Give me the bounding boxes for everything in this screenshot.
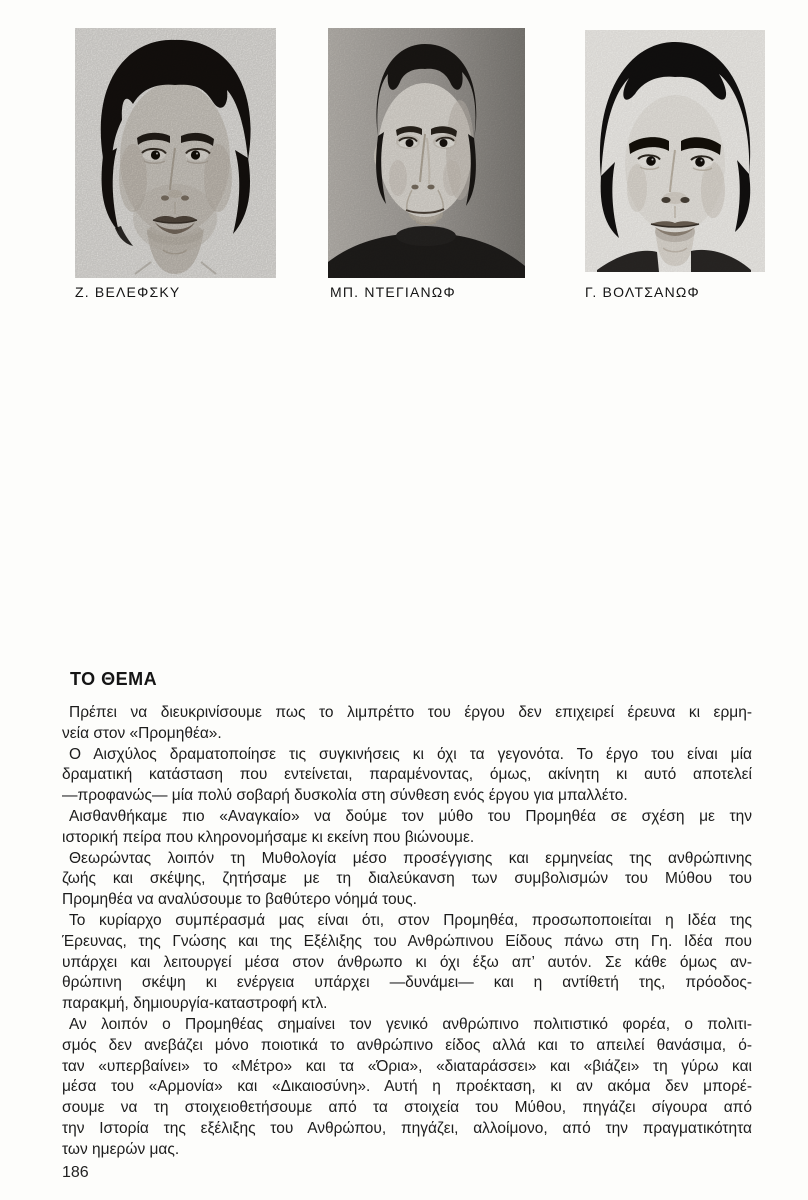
text-line: ιστορική πείρα που κληρονομήσαμε κι εκείνη που βιώνουμε. [62, 828, 475, 846]
paragraph-5 [62, 911, 752, 1015]
paragraph-6 [62, 1015, 752, 1161]
text-line: —προφανώς— μία πολύ σοβαρή δυσκολία στη σύνθεση ενός έργου για μπαλλέτο. [62, 787, 628, 805]
photo-caption-2: ΜΠ. ΝΤΕΓΙΑΝΩΦ [330, 284, 456, 300]
portrait-photo-3 [585, 30, 765, 272]
text-line: σουμε να τη στοιχειοθετήσουμε από τα στοιχεία του Μύθου, πηγάζει σίγουρα από [62, 1099, 752, 1117]
text-line: Ο Αισχύλος δραματοποίησε τις συγκινήσεις κι όχι τα γεγονότα. Το έργο του είναι μία [69, 745, 752, 763]
paragraph-1 [62, 703, 752, 745]
page-number: 186 [62, 1164, 89, 1181]
text-line: ζωής και σκέψης, ζητήσαμε με τη διαλεύκανση των συμβολισμών του Μύθου του [62, 870, 752, 888]
text-line: θρώπινη σκέψη κι ενέργεια υπάρχει —δυνάμει— και η αντίθετή της, πρόοδος- [62, 974, 752, 992]
photo-caption-3: Γ. ΒΟΛΤΣΑΝΩΦ [585, 284, 700, 300]
text-line: Θεωρώντας λοιπόν τη Μυθολογία μέσο προσέγγισης και ερμηνείας της ανθρώπινης [69, 849, 752, 867]
portrait-photo-1-art [75, 28, 276, 278]
text-line: Προμηθέα να αναλύσουμε το βαθύτερο νόημά τους. [62, 891, 417, 909]
portrait-photo-2-art [328, 28, 525, 278]
paragraph-4 [62, 849, 752, 911]
text-line: Αν λοιπόν ο Προμηθέας σημαίνει τον γενικό ανθρώπινο πολιτιστικό φορέα, ο πολιτι- [69, 1015, 752, 1033]
text-line: υπάρχει και λειτουργεί μέσα στον άνθρωπο κι όχι έξω απ’ αυτόν. Σε κάθε όμως αν- [62, 953, 752, 971]
section-heading: ΤΟ ΘΕΜΑ [70, 669, 158, 689]
paragraph-2 [62, 745, 752, 807]
article-body [62, 669, 752, 1161]
photo-caption-1: Ζ. ΒΕΛΕΦΣΚΥ [75, 284, 181, 300]
text-line: σμός δεν ανεβάζει μόνο ποιοτικά το ανθρώπινο είδος αλλά και το απειλεί θανάσιμα, ό- [62, 1036, 752, 1054]
text-line: ταν «υπερβαίνει» το «Μέτρο» και τα «Όρια», «διαταράσσει» και «βιάζει» τη γύρω και [62, 1057, 752, 1075]
paragraph-3 [62, 807, 752, 849]
portrait-photo-3-art [585, 30, 765, 272]
text-line: των ημερών μας. [62, 1140, 180, 1158]
text-line: νεία στον «Προμηθέα». [62, 724, 222, 742]
portrait-photo-2 [328, 28, 525, 278]
text-line: Έρευνας, της Γνώσης και της Εξέλιξης του Ανθρώπινου Είδους πάνω στη Γη. Ιδέα που [62, 932, 752, 950]
text-line: την Ιστορία της εξέλιξης του Ανθρώπου, πηγάζει, αλλοίμονο, από την πραγματικότητα [62, 1119, 752, 1137]
portrait-photo-1 [75, 28, 276, 278]
text-line: Αισθανθήκαμε πιο «Αναγκαίο» να δούμε τον μύθο του Προμηθέα σε σχέση με την [69, 807, 752, 825]
text-line: Το κυρίαρχο συμπέρασμά μας είναι ότι, στον Προμηθέα, προσωποποιείται η Ιδέα της [69, 911, 752, 929]
text-line: δραματική κατάσταση που εντείνεται, παραμένοντας, όμως, ακίνητη κι αυτό αποτελεί [62, 766, 752, 784]
text-line: μέσα του «Αρμονία» και «Δικαιοσύνη». Αυτή η προέκταση, κι αν ακόμα δεν μπορέ- [62, 1078, 752, 1096]
text-line: παρακμή, δημιουργία-καταστροφή κτλ. [62, 995, 328, 1013]
text-line: Πρέπει να διευκρινίσουμε πως το λιμπρέττο του έργου δεν επιχειρεί έρευνα κι ερμη- [69, 704, 752, 721]
